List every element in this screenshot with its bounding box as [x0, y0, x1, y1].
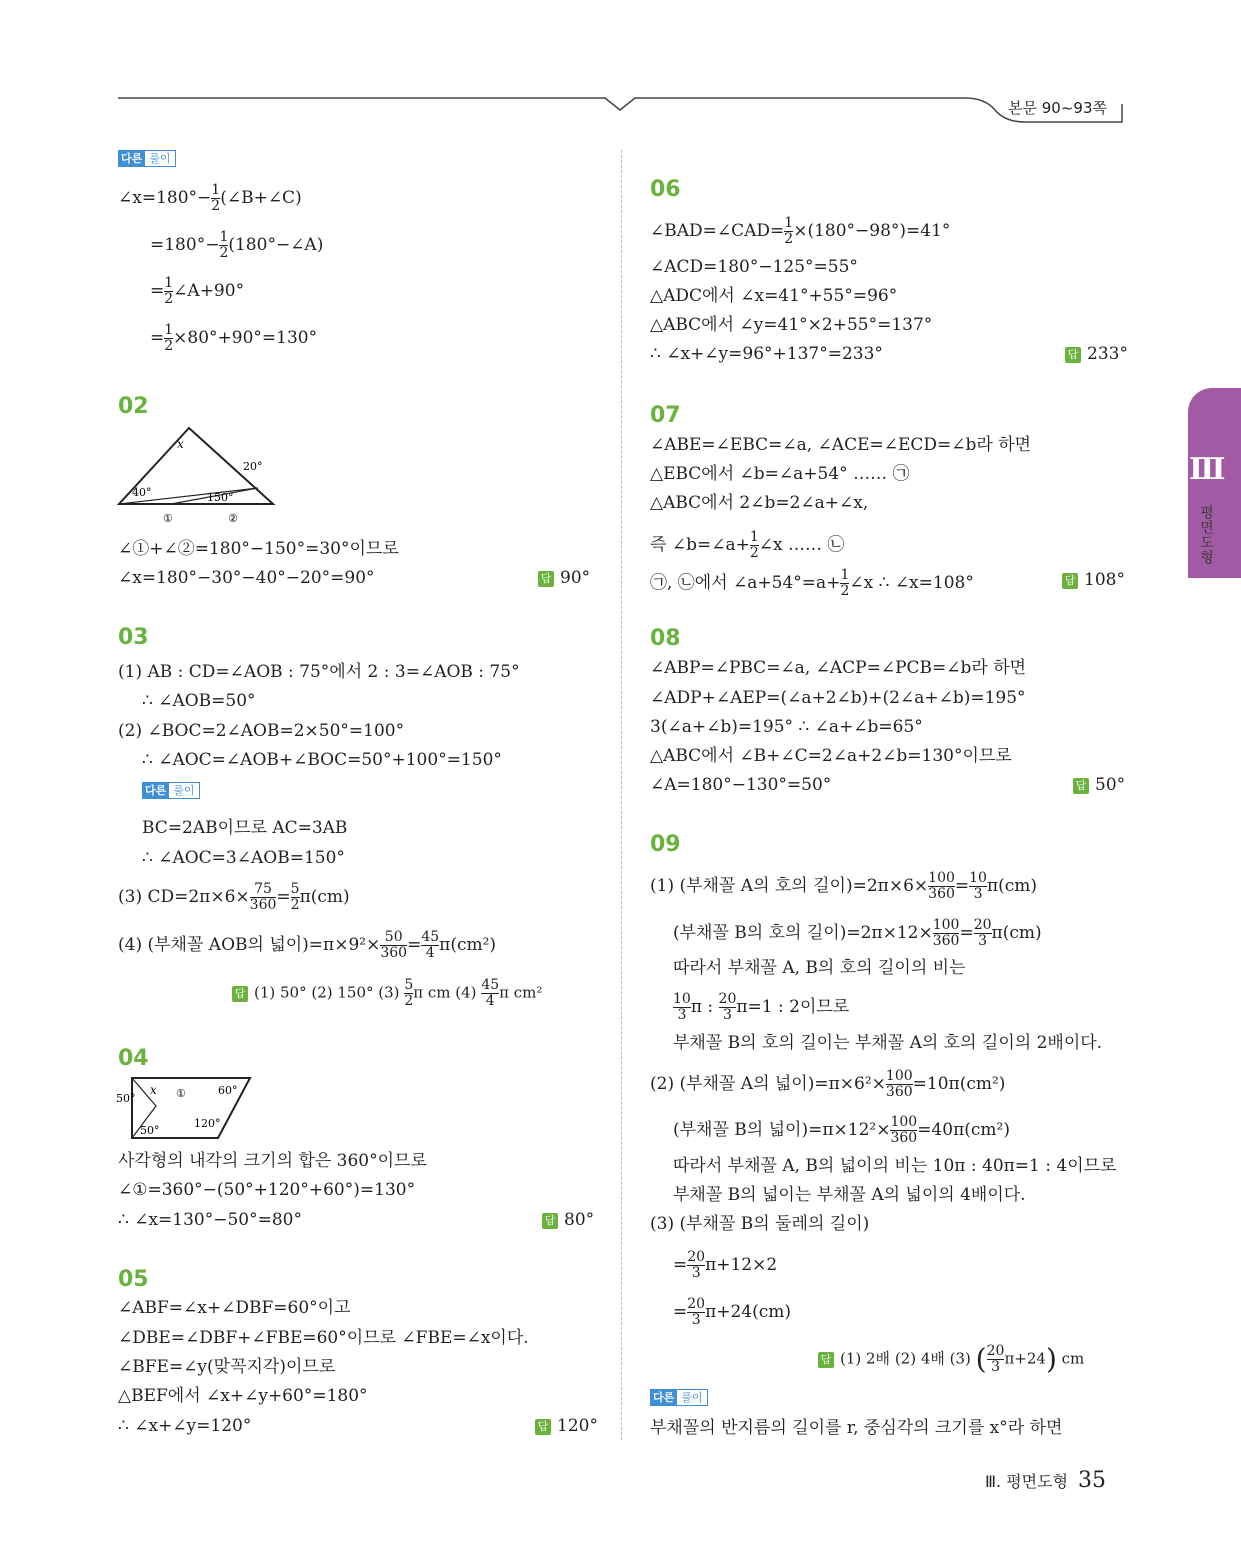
pre-line-4: = $\frac{1}{2}$ ×80°+90°=130°: [150, 322, 318, 354]
p08-line-3: 3(∠a+∠b)=195° ∴ ∠a+∠b=65°: [650, 717, 923, 737]
p03-line-4: ∴ ∠AOC=∠AOB+∠BOC=50°+100°=150°: [142, 750, 502, 770]
problem-number-05: 05: [118, 1267, 149, 1292]
p06-answer: 답 233°: [1065, 342, 1128, 366]
p08-line-2: ∠ADP+∠AEP=(∠a+2∠b)+(2∠a+∠b)=195°: [650, 688, 1026, 708]
problem-number-07: 07: [650, 403, 681, 428]
p08-line-5: ∠A=180°−130°=50°: [650, 775, 832, 795]
p04-line-1: 사각형의 내각의 크기의 합은 360°이므로: [118, 1151, 427, 1171]
svg-text:50°: 50°: [140, 1124, 160, 1137]
svg-text:20°: 20°: [243, 460, 263, 473]
p05-answer: 답 120°: [535, 1414, 598, 1438]
p09-line-6: (2) (부채꼴 A의 넓이)=π×6²× $\frac{100}{360}$ =10π(cm²): [650, 1068, 1006, 1100]
p05-line-1: ∠ABF=∠x+∠DBF=60°이고: [118, 1298, 351, 1318]
svg-text:50°: 50°: [116, 1092, 136, 1105]
p07-answer: 답 108°: [1062, 568, 1125, 592]
page-reference: 본문 90~93쪽: [1008, 99, 1107, 117]
p06-line-2: ∠ACD=180°−125°=55°: [650, 257, 858, 277]
svg-text:120°: 120°: [194, 1117, 221, 1130]
page-footer: [985, 1468, 1106, 1493]
svg-text:①: ①: [163, 512, 173, 525]
p06-line-4: △ABC에서 ∠y=41°×2+55°=137°: [650, 315, 933, 335]
p06-line-5: ∴ ∠x+∠y=96°+137°=233°: [650, 344, 883, 364]
p08-line-1: ∠ABP=∠PBC=∠a, ∠ACP=∠PCB=∠b라 하면: [650, 658, 1027, 678]
p03-line-1: (1) AB : CD=∠AOB : 75°에서 2 : 3=∠AOB : 75°: [118, 662, 520, 682]
p02-answer: 답 90°: [538, 566, 590, 590]
problem-number-04: 04: [118, 1046, 149, 1071]
p07-line-3: △ABC에서 2∠b=2∠a+∠x,: [650, 493, 869, 513]
p09-line-13: 부채꼴의 반지름의 길이를 r, 중심각의 크기를 x°라 하면: [650, 1418, 1063, 1438]
p02-line-1: ∠①+∠②=180°−150°=30°이므로: [118, 539, 399, 559]
p09-line-11: = $\frac{20}{3}$ π+12×2: [673, 1249, 778, 1281]
svg-text:150°: 150°: [207, 491, 234, 504]
chapter-label: 평면도형: [1198, 505, 1214, 565]
p09-line-3: 따라서 부채꼴 A, B의 호의 길이의 비는: [673, 958, 966, 978]
p05-line-3: ∠BFE=∠y(맞꼭지각)이므로: [118, 1357, 336, 1377]
parallelogram-figure: [112, 1072, 262, 1142]
p07-line-4: 즉 ∠b=∠a+ $\frac{1}{2}$ ∠x …… ㉡: [650, 529, 845, 561]
p03-line-3: (2) ∠BOC=2∠AOB=2×50°=100°: [118, 721, 405, 741]
p09-line-8: 따라서 부채꼴 A, B의 넓이의 비는 10π : 40π=1 : 4이므로: [673, 1156, 1117, 1176]
chapter-roman: Ⅲ: [1189, 452, 1226, 487]
pre-line-2: =180°− $\frac{1}{2}$ (180°−∠A): [150, 229, 324, 261]
p03-line-5: BC=2AB이므로 AC=3AB: [142, 818, 348, 838]
p03-line-2: ∴ ∠AOB=50°: [142, 691, 256, 711]
svg-text:x: x: [177, 437, 184, 451]
problem-number-09: 09: [650, 832, 681, 857]
problem-number-03: 03: [118, 625, 149, 650]
p05-line-4: △BEF에서 ∠x+∠y+60°=180°: [118, 1386, 368, 1406]
alt-solution-badge: 다른 풀이: [118, 150, 176, 167]
p09-line-9: 부채꼴 B의 넓이는 부채꼴 A의 넓이의 4배이다.: [673, 1185, 1026, 1205]
problem-number-06: 06: [650, 177, 681, 202]
p04-answer: 답 80°: [542, 1208, 594, 1232]
p08-line-4: △ABC에서 ∠B+∠C=2∠a+2∠b=130°이므로: [650, 746, 1012, 766]
svg-text:①: ①: [176, 1087, 186, 1100]
p02-line-2: ∠x=180°−30°−40°−20°=90°: [118, 568, 375, 588]
p05-line-2: ∠DBE=∠DBF+∠FBE=60°이므로 ∠FBE=∠x이다.: [118, 1328, 529, 1348]
p06-line-1: ∠BAD=∠CAD= $\frac{1}{2}$ ×(180°−98°)=41°: [650, 215, 951, 247]
p07-line-1: ∠ABE=∠EBC=∠a, ∠ACE=∠ECD=∠b라 하면: [650, 435, 1032, 455]
p07-line-2: △EBC에서 ∠b=∠a+54° …… ㉠: [650, 464, 910, 484]
pre-line-3: = $\frac{1}{2}$ ∠A+90°: [150, 275, 245, 307]
p09-line-10: (3) (부채꼴 B의 둘레의 길이): [650, 1214, 870, 1234]
problem-number-08: 08: [650, 626, 681, 651]
p03-answer: 답 (1) 50° (2) 150° (3) $\frac{5}{2}$ π cm (4) $\frac{45}{4}$ π cm²: [232, 978, 542, 1009]
p05-line-5: ∴ ∠x+∠y=120°: [118, 1416, 252, 1436]
svg-text:60°: 60°: [218, 1084, 238, 1097]
svg-text:x: x: [150, 1083, 157, 1097]
p09-line-5: 부채꼴 B의 호의 길이는 부채꼴 A의 호의 길이의 2배이다.: [673, 1033, 1103, 1053]
triangle-figure: [115, 422, 285, 532]
alt-solution-badge: 다른 풀이: [650, 1389, 708, 1406]
p07-line-5: ㉠, ㉡에서 ∠a+54°=a+ $\frac{1}{2}$ ∠x ∴ ∠x=108°: [650, 567, 974, 599]
p09-line-4: $\frac{10}{3}$ π : $\frac{20}{3}$ π=1 : 2이므로: [673, 991, 850, 1023]
p09-line-7: (부채꼴 B의 넓이)=π×12²× $\frac{100}{360}$ =40π(cm²): [673, 1114, 1010, 1146]
problem-number-02: 02: [118, 394, 149, 419]
column-divider: [621, 150, 622, 1440]
svg-text:②: ②: [228, 512, 238, 525]
p03-line-6: ∴ ∠AOC=3∠AOB=150°: [142, 848, 345, 868]
page-number: 35: [1078, 1468, 1107, 1493]
p03-line-8: (4) (부채꼴 AOB의 넓이)=π×9²× $\frac{50}{360}$ = $\frac{45}{4}$ π(cm²): [118, 929, 497, 961]
p08-answer: 답 50°: [1073, 773, 1125, 797]
p09-answer: 답 (1) 2배 (2) 4배 (3) ( $\frac{20}{3}$ π+24) cm: [818, 1344, 1084, 1375]
p09-line-2: (부채꼴 B의 호의 길이)=2π×12× $\frac{100}{360}$ = $\frac{20}{3}$ π(cm): [673, 917, 1042, 949]
pre-line-1: ∠x=180°− $\frac{1}{2}$ (∠B+∠C): [118, 182, 302, 214]
p04-line-3: ∴ ∠x=130°−50°=80°: [118, 1210, 302, 1230]
p03-line-7: (3) CD=2π×6× $\frac{75}{360}$ = $\frac{5}{2}$ π(cm): [118, 881, 350, 913]
p06-line-3: △ADC에서 ∠x=41°+55°=96°: [650, 286, 898, 306]
p04-line-2: ∠①=360°−(50°+120°+60°)=130°: [118, 1180, 416, 1200]
alt-solution-badge: 다른 풀이: [142, 782, 200, 799]
p09-line-1: (1) (부채꼴 A의 호의 길이)=2π×6× $\frac{100}{360}$ = $\frac{10}{3}$ π(cm): [650, 870, 1038, 902]
p09-line-12: = $\frac{20}{3}$ π+24(cm): [673, 1296, 792, 1328]
svg-text:40°: 40°: [132, 486, 152, 499]
footer-section: Ⅲ. 평면도형: [985, 1472, 1069, 1491]
